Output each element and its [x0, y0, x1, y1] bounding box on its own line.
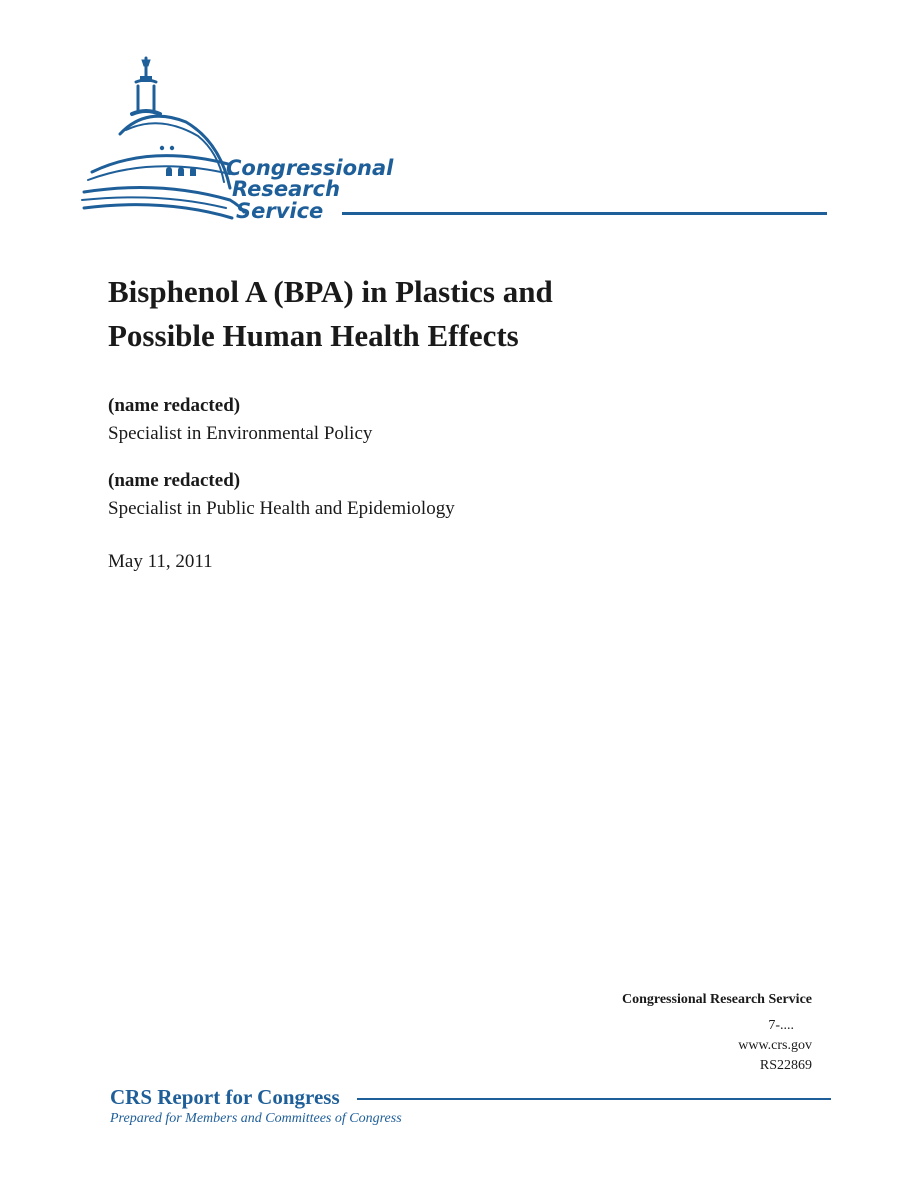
author-role: Specialist in Environmental Policy [108, 423, 373, 444]
author-1 [108, 392, 372, 448]
title-line-1: Bisphenol A (BPA) in Plastics and [108, 274, 553, 309]
author-role: Specialist in Public Health and Epidemiology [108, 498, 455, 519]
capitol-dome-icon [80, 52, 830, 222]
footer-rule [357, 1098, 831, 1100]
author-name: (name redacted) [108, 470, 241, 491]
logo-text-line2: Research [232, 177, 341, 201]
logo-text-line1: Congressional [226, 156, 394, 180]
author-name: (name redacted) [108, 395, 241, 416]
document-title [108, 270, 808, 358]
crs-org: Congressional Research Service [621, 992, 812, 1007]
title-line-2: Possible Human Health Effects [108, 318, 519, 353]
crs-phone: 7-.... [768, 1018, 794, 1033]
report-number: RS22869 [759, 1058, 812, 1073]
crs-logo [80, 52, 830, 222]
author-2 [108, 467, 455, 523]
footer-subtitle: Prepared for Members and Committees of Congress [110, 1111, 402, 1126]
footer-title: CRS Report for Congress [110, 1085, 340, 1109]
crs-info [622, 990, 812, 1076]
report-date: May 11, 2011 [108, 551, 213, 572]
crs-website: www.crs.gov [738, 1038, 812, 1053]
logo-text-line3: Service [236, 199, 324, 223]
